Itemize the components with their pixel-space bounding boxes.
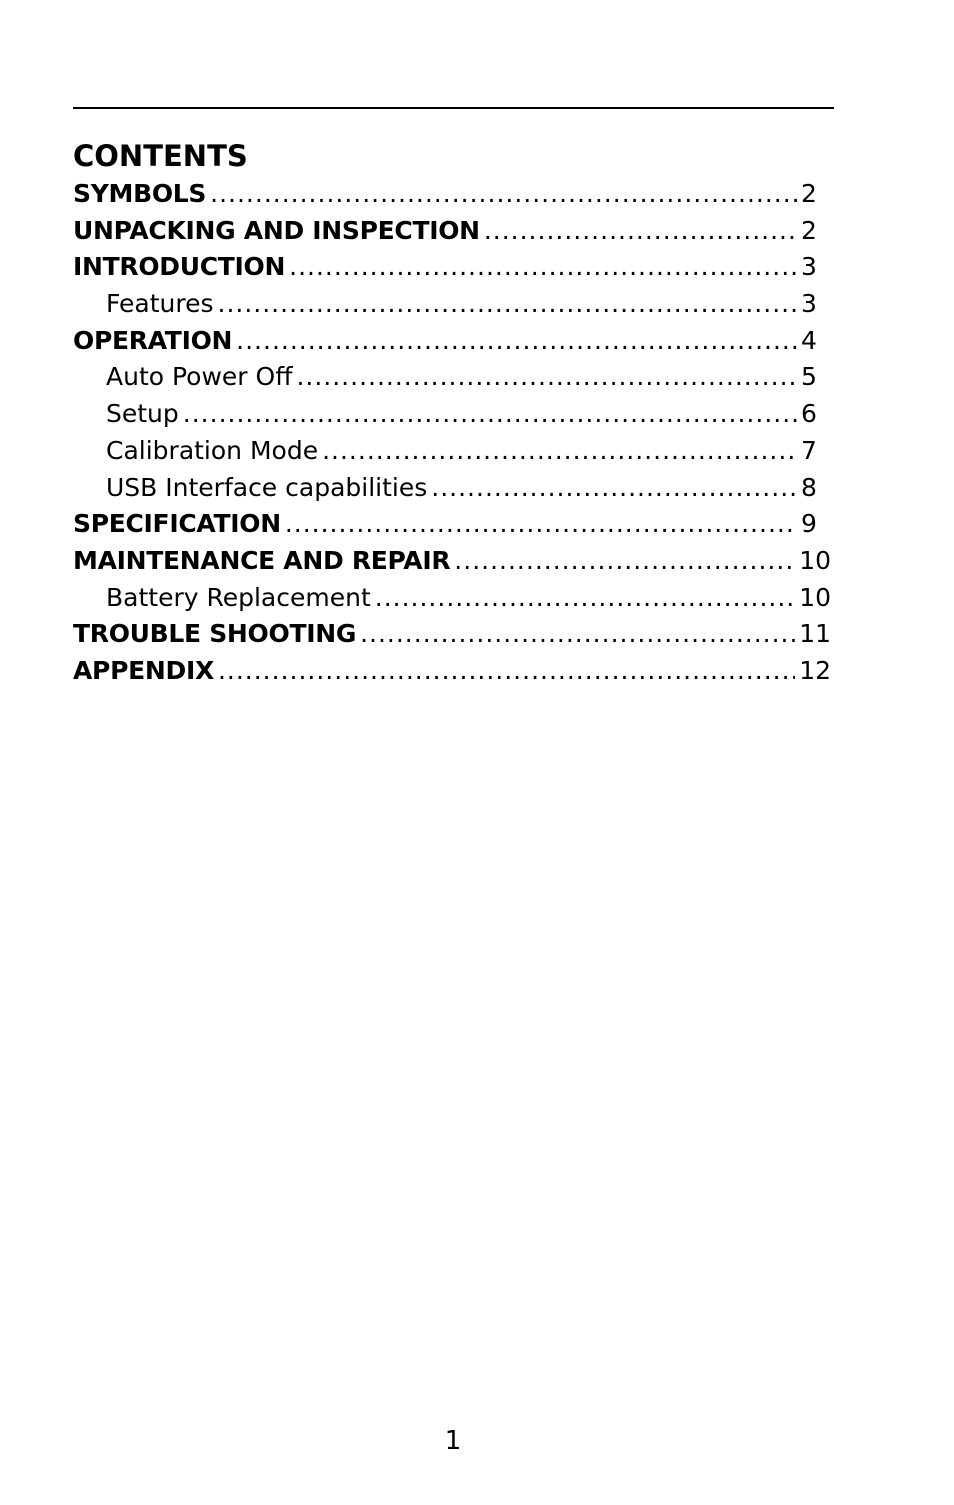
- toc-entry-maintenance-and-repair[interactable]: [73, 543, 831, 580]
- toc-entry-page: 10: [799, 545, 831, 575]
- toc-entry-label: Calibration Mode: [106, 435, 319, 465]
- toc-entry-auto-power-off[interactable]: [73, 359, 831, 396]
- toc-entry-introduction[interactable]: [73, 249, 831, 286]
- toc-entry-label: TROUBLE SHOOTING: [73, 619, 357, 649]
- table-of-contents: [73, 176, 831, 690]
- toc-entry-unpacking-and-inspection[interactable]: [73, 213, 831, 250]
- toc-entry-features[interactable]: [73, 286, 831, 323]
- toc-entry-label: MAINTENANCE AND REPAIR: [73, 545, 451, 575]
- toc-dot-leader: [322, 433, 797, 470]
- toc-dot-leader: [285, 506, 797, 543]
- toc-dot-leader: [183, 396, 797, 433]
- toc-entry-setup[interactable]: [73, 396, 831, 433]
- toc-dot-leader: [296, 359, 797, 396]
- toc-entry-page: 5: [801, 362, 817, 392]
- toc-entry-page: 8: [801, 472, 817, 502]
- toc-entry-trouble-shooting[interactable]: [73, 616, 831, 653]
- toc-entry-page: 2: [801, 215, 817, 245]
- toc-entry-page: 3: [801, 252, 817, 282]
- toc-dot-leader: [360, 616, 795, 653]
- toc-entry-page: 12: [799, 655, 831, 685]
- toc-entry-label: USB Interface capabilities: [106, 472, 428, 502]
- toc-entry-page: 4: [801, 325, 817, 355]
- toc-entry-page: 9: [801, 509, 817, 539]
- toc-dot-leader: [218, 286, 798, 323]
- toc-entry-label: OPERATION: [73, 325, 233, 355]
- toc-dot-leader: [375, 580, 795, 617]
- toc-entry-label: Battery Replacement: [106, 582, 371, 612]
- toc-entry-page: 3: [801, 289, 817, 319]
- toc-entry-page: 10: [799, 582, 831, 612]
- page-number: 1: [444, 1426, 462, 1456]
- toc-entry-label: INTRODUCTION: [73, 252, 286, 282]
- toc-entry-label: SPECIFICATION: [73, 509, 281, 539]
- toc-entry-page: 6: [801, 399, 817, 429]
- toc-dot-leader: [431, 470, 797, 507]
- top-rule: [73, 107, 834, 109]
- toc-entry-page: 11: [799, 619, 831, 649]
- toc-entry-appendix[interactable]: [73, 653, 831, 690]
- toc-entry-page: 2: [801, 179, 817, 208]
- toc-entry-symbols[interactable]: [73, 176, 831, 213]
- toc-entry-label: Setup: [106, 399, 179, 429]
- toc-entry-label: Auto Power Off: [106, 362, 293, 392]
- toc-entry-usb-interface-capabilities[interactable]: [73, 470, 831, 507]
- toc-entry-battery-replacement[interactable]: [73, 580, 831, 617]
- toc-entry-label: APPENDIX: [73, 655, 214, 685]
- toc-entry-specification[interactable]: [73, 506, 831, 543]
- contents-title: CONTENTS: [73, 139, 248, 173]
- toc-entry-label: UNPACKING AND INSPECTION: [73, 215, 480, 245]
- toc-entry-label: Features: [106, 289, 214, 319]
- toc-dot-leader: [210, 176, 797, 213]
- toc-dot-leader: [484, 213, 797, 250]
- toc-dot-leader: [218, 653, 795, 690]
- toc-dot-leader: [236, 323, 797, 360]
- toc-entry-operation[interactable]: [73, 323, 831, 360]
- toc-dot-leader: [454, 543, 795, 580]
- toc-entry-page: 7: [801, 435, 817, 465]
- toc-entry-label: SYMBOLS: [73, 179, 207, 208]
- toc-entry-calibration-mode[interactable]: [73, 433, 831, 470]
- toc-dot-leader: [289, 249, 797, 286]
